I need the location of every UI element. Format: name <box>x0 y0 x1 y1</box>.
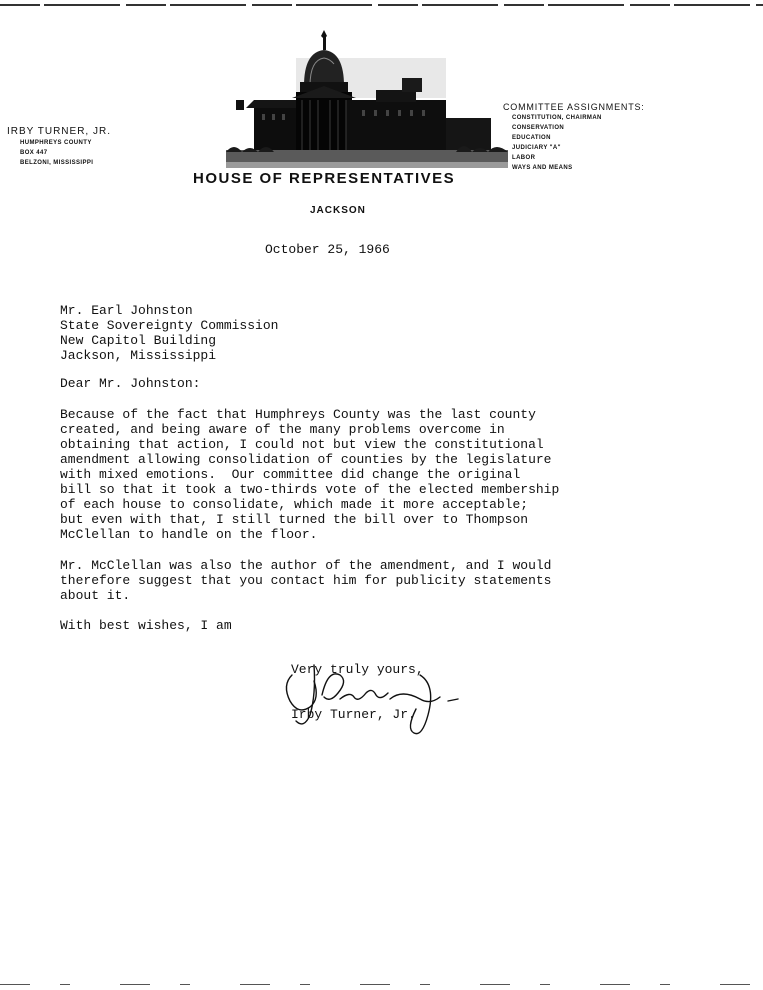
body-paragraph-2 <box>60 558 551 603</box>
closing-line: With best wishes, I am <box>60 618 232 633</box>
valediction: Very truly yours, <box>291 662 424 677</box>
text-line: with mixed emotions. Our committee did change the original <box>60 467 521 482</box>
capitol-building-image <box>226 28 508 178</box>
house-title: HOUSE OF REPRESENTATIVES <box>193 170 456 187</box>
letter-date: October 25, 1966 <box>265 242 390 257</box>
text-line: Mr. McClellan was also the author of the amendment, and I would <box>60 558 552 573</box>
committee-item: LABOR <box>512 155 536 161</box>
text-line: Because of the fact that Humphreys County was the last county <box>60 407 536 422</box>
signer-name: Irby Turner, Jr. <box>291 707 416 722</box>
address-line: New Capitol Building <box>60 333 217 348</box>
address-line: Jackson, Mississippi <box>60 348 217 363</box>
text-line: of each house to consolidate, which made it more acceptable; <box>60 497 529 512</box>
text-line: obtaining that action, I could not but view the constitutional <box>60 437 544 452</box>
body-paragraph-1 <box>60 407 559 542</box>
sender-box: BOX 447 <box>20 150 48 156</box>
committee-item: EDUCATION <box>512 135 551 141</box>
committee-item: WAYS AND MEANS <box>512 165 573 171</box>
text-line: amendment allowing consolidation of counties by the legislature <box>60 452 552 467</box>
page-top-edge <box>0 4 763 6</box>
text-line: therefore suggest that you contact him for publicity statements <box>60 573 552 588</box>
sender-block <box>7 126 111 168</box>
city-name: JACKSON <box>310 205 366 216</box>
text-line: created, and being aware of the many problems overcome in <box>60 422 505 437</box>
text-line: about it. <box>60 588 131 603</box>
text-line: but even with that, I still turned the bill over to Thompson <box>60 512 529 527</box>
text-line: bill so that it took a two-thirds vote of the elected membership <box>60 482 560 497</box>
salutation: Dear Mr. Johnston: <box>60 376 201 391</box>
committee-item: CONSTITUTION, CHAIRMAN <box>512 115 602 121</box>
committee-list <box>503 113 645 173</box>
text-line: McClellan to handle on the floor. <box>60 527 318 542</box>
committee-heading: COMMITTEE ASSIGNMENTS: <box>503 102 645 112</box>
handwritten-signature <box>270 655 470 740</box>
page-bottom-edge <box>0 984 763 985</box>
address-line: Mr. Earl Johnston <box>60 303 193 318</box>
recipient-address <box>60 303 278 363</box>
sender-city: BELZONI, MISSISSIPPI <box>20 160 94 166</box>
address-line: State Sovereignty Commission <box>60 318 279 333</box>
committee-item: JUDICIARY "A" <box>512 145 561 151</box>
sender-name: IRBY TURNER, JR. <box>7 126 111 137</box>
sender-county: HUMPHREYS COUNTY <box>20 140 92 146</box>
committee-item: CONSERVATION <box>512 125 565 131</box>
committee-assignments <box>503 101 645 173</box>
